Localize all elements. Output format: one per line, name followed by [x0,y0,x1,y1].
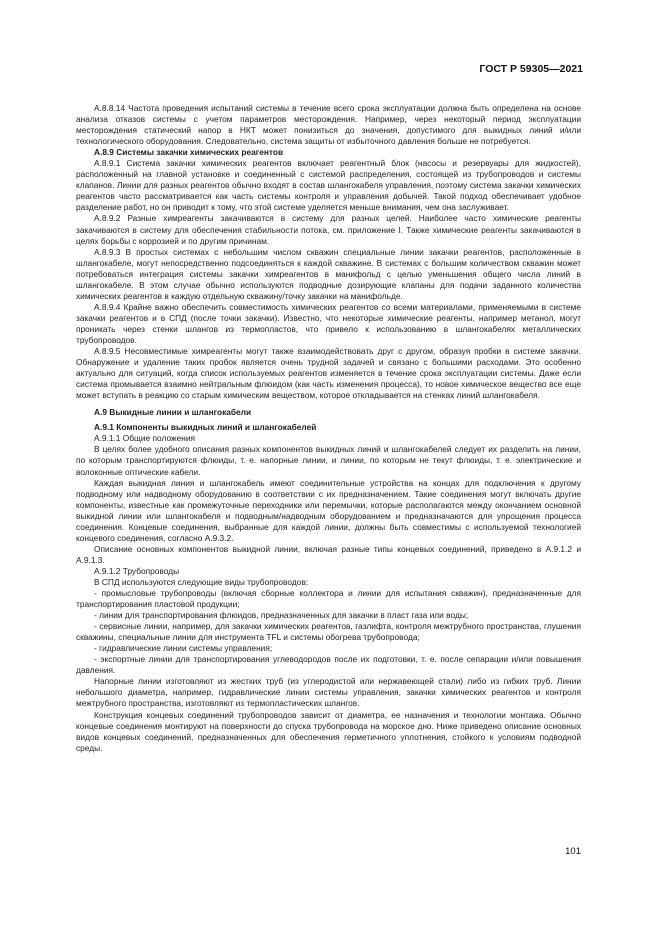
document-body [76,103,581,754]
paragraph: - промысловые трубопроводы (включая сборные коллектора и линии для испытания скважин), предназначенные для транспортирования пластовой продукции; [76,588,581,610]
paragraph: - сервисные линии, например, для закачки химических реагентов, газлифта, контроля межтрубного пространства, глушения скважины, специальные линии для инструмента TFL и системы обогрева трубопровода; [76,621,581,643]
section-heading: А.8.9 Системы закачки химических реагентов [94,147,284,158]
paragraph: А.8.9.2 Разные химреагенты закачиваются в систему для разных целей. Наиболее часто химические реагенты закачиваются в систему для обеспечения стабильности потока, см. приложение I. Также химические реагенты закачиваются в целях борьбы с коррозией и по другим причинам. [76,213,581,246]
paragraph: А.9.1.2 Трубопроводы [94,565,180,576]
paragraph: Описание основных компонентов выкидной линии, включая разные типы концевых соединений, приведено в А.9.1.2 и А.9.1.3. [76,543,581,565]
paragraph: Каждая выкидная линия и шлангокабель имеют соединительные устройства на концах для подключения к другому подводному или надводному оборудованию в соответствии с их предназначением. Такие соединения могут включать другие компоненты, известные как промежуточные переходники или перемычки, которые располагаются между окончанием основной выкидной линии или шлангокабеля и подводным/надводным оборудованием и предназначаются для упрощения процесса соединения. Концевые соединения, выбранные для каждой линии, должны быть совместимы с используемой технологией концевого соединения, согласно А.9.3.2. [76,477,581,543]
paragraph: В целях более удобного описания разных компонентов выкидных линий и шлангокабелей следует их разделить на линии, по которым транспортируются флюиды, т. е. напорные линии, и линии, по которым не текут флюиды, т. е. электрические и волоконные оптические кабели. [76,444,581,477]
paragraph: А.8.9.4 Крайне важно обеспечить совместимость химических реагентов со всеми материалами, применяемыми в системе закачки реагентов и в СПД (после точки закачки). Известно, что некоторые химические реагенты, например метанол, могут проникать через стенки шлангов из термопластов, что привело к использованию в шлангокабелях металлических трубопроводов. [76,301,581,345]
paragraph: А.8.9.1 Система закачки химических реагентов включает реагентный блок (насосы и резервуары для жидкостей), расположенный на главной установке и соединенный с системой распределения, состоящей из трубопроводов и системы клапанов. Линии для разных реагентов обычно входят в состав шлангокабеля управления, поэтому система закачки химических реагентов часто рассматривается как часть системы контроля и управления добычей. Такой подход обеспечивает удобное разделение работ, но он приводит к тому, что этой системе уделяется меньше внимания, чем она заслуживает. [76,158,581,213]
paragraph: Конструкция концевых соединений трубопроводов зависит от диаметра, ее назначения и технологии монтажа. Обычно концевые соединения монтируют на поверхности до спуска трубопровода на морское дно. Ниже приведено описание основных видов концевых соединений, предназначенных для обеспечения герметичного уплотнения, стойкого к условиям подводной среды. [76,709,581,753]
paragraph: - линии для транспортирования флюидов, предназначенных для закачки в пласт газа или воды; [94,610,469,621]
paragraph: - экспортные линии для транспортирования углеводородов после их подготовки, т. е. после сепарации и/или повышения давления. [76,654,581,676]
paragraph: А.8.9.5 Несовместимые химреагенты могут также взаимодействовать друг с другом, образуя пробки в системе закачки. Обнаружение и удаление таких пробок является очень трудной задачей и связано с большими расходами. Это особенно актуально для ситуаций, когда список используемых реагентов изменяется в течение срока эксплуатации системы. Даже если система промывается взаимно нейтральным флюидом (как часть изменения процесса), то новое химическое вещество все еще может вступать в реакцию со старым химическим веществом, которое откладывается на стенках линий шлангокабеля. [76,346,581,401]
paragraph: А.8.9.3 В простых системах с небольшим числом скважин специальные линии закачки реагентов, расположенные в шлангокабеле, могут непосредственно подсоединяться к каждой скважине. В системах с большим количеством скважин может потребоваться интеграция системы закачки химреагентов в манифольд с целью уменьшения общего числа линий в шлангокабеле. В этом случае обычно используются подводные дозирующие клапаны для подачи заданного количества химических реагентов в каждую отдельную скважину/точку закачки на манифольде. [76,246,581,301]
section-heading: А.9 Выкидные линии и шлангокабели [94,407,252,418]
paragraph: А.8.8.14 Частота проведения испытаний системы в течение всего срока эксплуатации должна быть определена на основе анализа отказов системы с учетом параметров месторождения. Например, через некоторый период эксплуатации месторождения статический напор в НКТ может понизиться до значения, допустимого для выкидных линий и/или технологического оборудования. Следовательно, система защиты от избыточного давления больше не потребуется. [76,103,581,147]
section-heading: А.9.1 Компоненты выкидных линий и шлангокабелей [94,422,317,433]
paragraph: В СПД используются следующие виды трубопроводов: [94,576,309,587]
paragraph: - гидравлические линии системы управления; [94,643,273,654]
paragraph: Напорные линии изготовляют из жестких труб (из углеродистой или нержавеющей стали) либо из гибких труб. Линии небольшого диаметра, например, гидравлические линии системы управления, закачки химических реагентов и контроля межтрубного пространства, изготовляют из термопластических шлангов. [76,676,581,709]
paragraph: А.9.1.1 Общие положения [94,433,196,444]
page-number: 101 [565,846,581,857]
standard-header: ГОСТ Р 59305—2021 [479,63,583,75]
